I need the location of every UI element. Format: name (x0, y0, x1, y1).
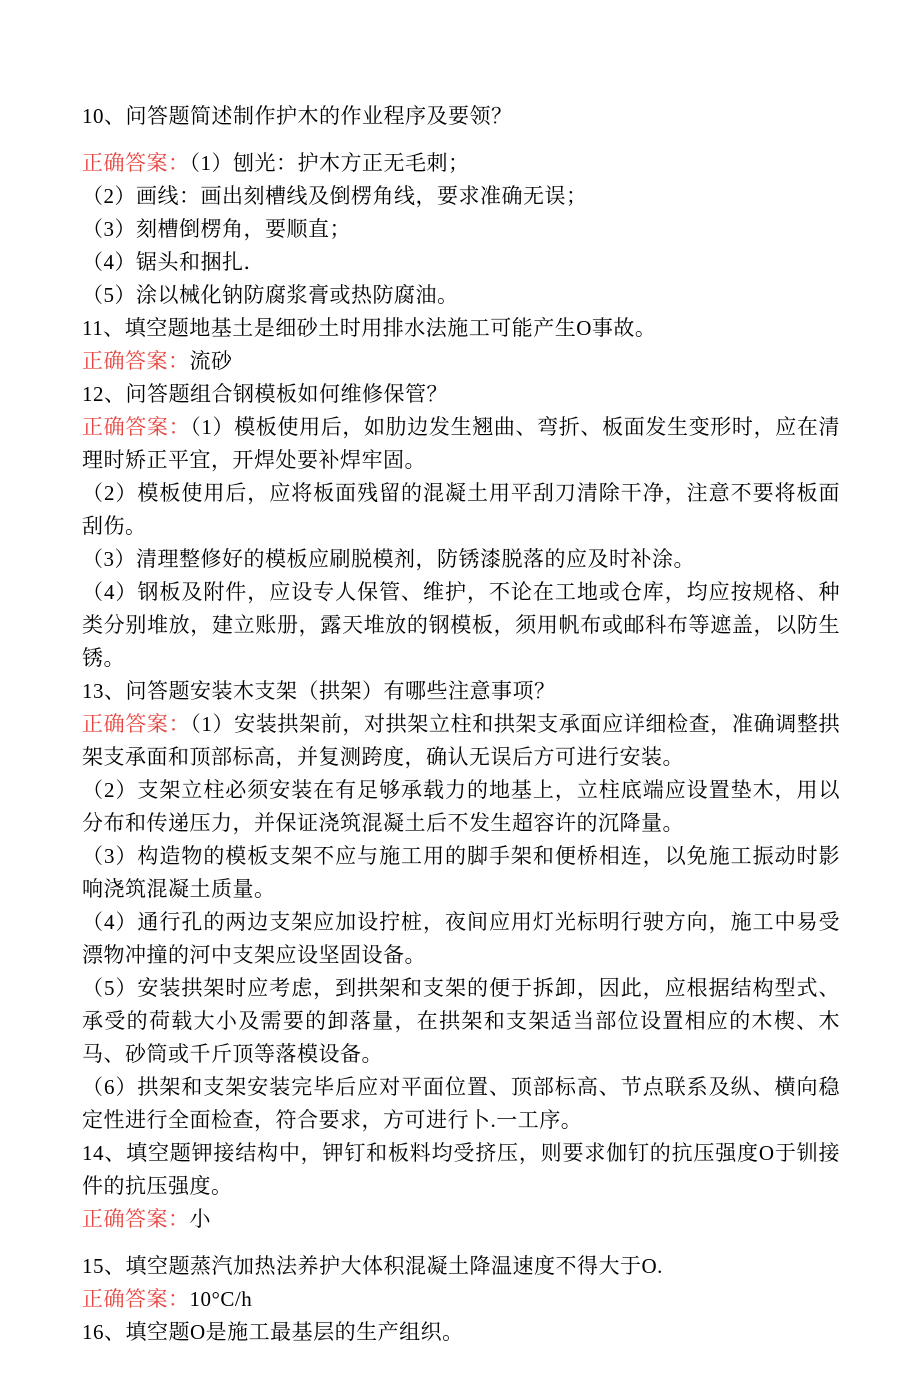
question-paragraph (82, 312, 840, 345)
text-run: （4）锯头和捆扎． (82, 250, 265, 274)
answer-item-paragraph (82, 840, 840, 906)
text-run: 14、填空题钾接结构中，钾钉和板料均受挤压，则要求伽钉的抗压强度O于钏接件的抗压强度。 (82, 1141, 840, 1198)
text-run: （1）模板使用后，如肋边发生翘曲、弯折、板面发生变形时，应在清理时矫正平宜，开焊处要补焊牢固。 (82, 415, 841, 472)
question-paragraph (82, 675, 840, 708)
answer-item-paragraph (82, 246, 840, 279)
answer-item-paragraph (82, 213, 840, 246)
answer-item-paragraph (82, 774, 840, 840)
document-content (82, 100, 840, 1349)
question-paragraph (82, 1250, 840, 1283)
answer-item-paragraph (82, 576, 840, 675)
answer-label: 正确答案： (82, 712, 191, 736)
text-run: （2）画线：画出刻槽线及倒楞角线，要求准确无误； (82, 184, 588, 208)
text-run: （3）清理整修好的模板应刷脱模剂，防锈漆脱落的应及时补涂。 (82, 547, 695, 571)
answer-item-paragraph (82, 279, 840, 312)
text-run: （1）安装拱架前，对拱架立柱和拱架支承面应详细检查，准确调整拱架支承面和顶部标高，并复测跨度，确认无误后方可进行安装。 (82, 712, 841, 769)
text-run: 流砂 (189, 349, 233, 373)
answer-label: 正确答案： (82, 151, 190, 175)
text-run: （3）构造物的模板支架不应与施工用的脚手架和便桥相连，以免施工振动时影响浇筑混凝土质量。 (82, 844, 840, 901)
text-run: （6）拱架和支架安装完毕后应对平面位置、顶部标高、节点联系及纵、横向稳定性进行全面检查，符合要求，方可进行卜.一工序。 (82, 1075, 840, 1132)
text-run: （3）刻槽倒楞角，要顺直； (82, 217, 351, 241)
answer-paragraph (82, 147, 840, 180)
answer-label: 正确答案： (82, 1207, 190, 1231)
text-run: 15、填空题蒸汽加热法养护大体积混凝土降温速度不得大于O. (82, 1254, 663, 1278)
question-paragraph (82, 1137, 840, 1203)
answer-item-paragraph (82, 906, 840, 972)
answer-item-paragraph (82, 972, 840, 1071)
text-run: 10°C/h (189, 1287, 253, 1311)
text-run: 16、填空题O是施工最基层的生产组织。 (82, 1320, 464, 1344)
text-run: 11、填空题地基土是细砂土时用排水法施工可能产生O事故。 (82, 316, 657, 340)
text-run: 12、问答题组合钢模板如何维修保管？ (82, 382, 448, 406)
text-run: （5）涂以械化钠防腐浆膏或热防腐油。 (82, 283, 459, 307)
answer-paragraph (82, 708, 840, 774)
answer-item-paragraph (82, 543, 840, 576)
question-paragraph (82, 378, 840, 411)
answer-paragraph (82, 345, 840, 378)
answer-paragraph (82, 411, 840, 477)
text-run: 小 (189, 1207, 211, 1231)
text-run: （4）通行孔的两边支架应加设拧桩，夜间应用灯光标明行驶方向，施工中易受漂物冲撞的河中支架应设坚固设备。 (82, 910, 840, 967)
text-run: （1）刨光：护木方正无毛刺； (189, 151, 470, 175)
answer-label: 正确答案： (82, 1287, 190, 1311)
answer-label: 正确答案： (82, 415, 191, 439)
question-paragraph (82, 1316, 840, 1349)
answer-paragraph (82, 1203, 840, 1236)
answer-paragraph (82, 1283, 840, 1316)
question-paragraph (82, 100, 840, 133)
text-run: 13、问答题安装木支架（拱架）有哪些注意事项？ (82, 679, 556, 703)
text-run: （2）模板使用后，应将板面残留的混凝土用平刮刀清除干净，注意不要将板面刮伤。 (82, 481, 840, 538)
answer-item-paragraph (82, 1071, 840, 1137)
answer-label: 正确答案： (82, 349, 190, 373)
text-run: （2）支架立柱必须安装在有足够承载力的地基上，立柱底端应设置垫木，用以分布和传递压力，并保证浇筑混凝土后不发生超容许的沉降量。 (82, 778, 840, 835)
text-run: （4）钢板及附件，应设专人保管、维护，不论在工地或仓库，均应按规格、种类分别堆放，建立账册，露天堆放的钢模板，须用帆布或邮科布等遮盖，以防生锈。 (82, 580, 840, 670)
answer-item-paragraph (82, 477, 840, 543)
text-run: （5）安装拱架时应考虑，到拱架和支架的便于拆卸，因此，应根据结构型式、承受的荷载大小及需要的卸落量，在拱架和支架适当部位设置相应的木楔、木马、砂筒或千斤顶等落模设备。 (82, 976, 840, 1066)
text-run: 10、问答题简述制作护木的作业程序及要领？ (82, 104, 513, 128)
answer-item-paragraph (82, 180, 840, 213)
